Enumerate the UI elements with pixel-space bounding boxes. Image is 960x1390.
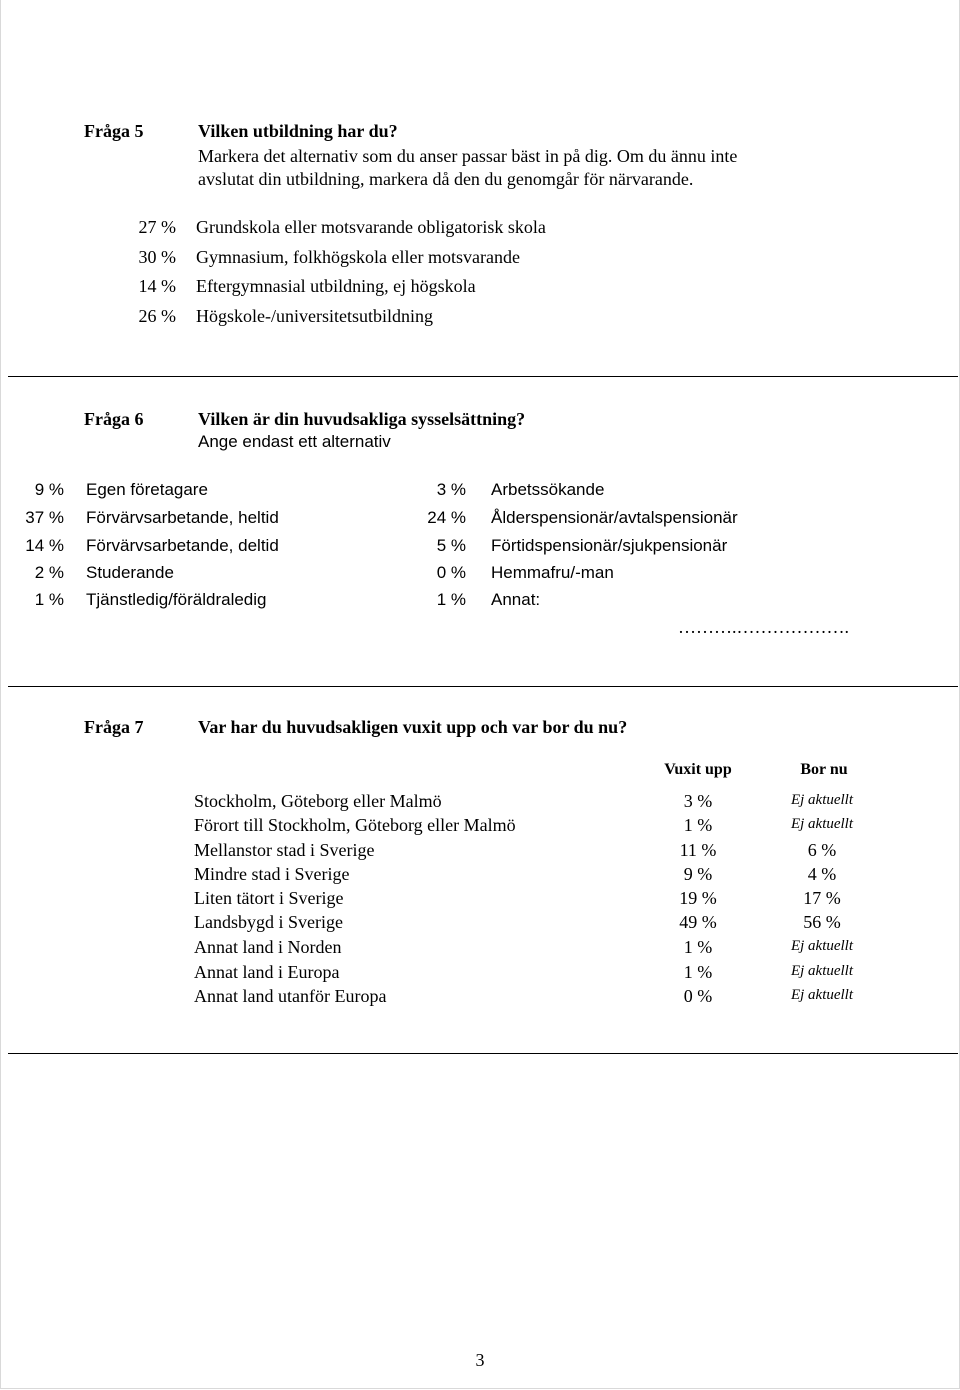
q6-option-pct: 24 % xyxy=(427,508,466,527)
section-divider xyxy=(8,1053,958,1054)
q6-option-text: Ålderspensionär/avtalspensionär xyxy=(491,508,738,527)
q7-row-grew-up: 9 % xyxy=(683,864,713,884)
q5-instruction-line1: Markera det alternativ som du anser passar bäst in på dig. Om du ännu inte xyxy=(198,146,738,166)
q5-option-text: Grundskola eller motsvarande obligatorisk skola xyxy=(196,217,546,237)
q6-option-pct: 5 % xyxy=(436,536,466,555)
q5-option-pct: 14 % xyxy=(138,276,176,296)
q7-col-header-live-now: Bor nu xyxy=(800,761,848,778)
q5-option-pct: 27 % xyxy=(138,217,176,237)
q6-instruction: Ange endast ett alternativ xyxy=(198,432,391,451)
q6-other-fill-line: ……….………………. xyxy=(678,617,849,637)
q7-row-grew-up: 0 % xyxy=(683,986,713,1006)
q7-row-grew-up: 3 % xyxy=(683,791,713,811)
q7-row-live-now: Ej aktuellt xyxy=(790,987,854,1003)
q7-row-live-now: Ej aktuellt xyxy=(790,792,854,808)
q6-option-pct: 9 % xyxy=(34,480,64,499)
q7-row-place: Förort till Stockholm, Göteborg eller Malmö xyxy=(194,815,516,835)
q7-row-place: Annat land i Norden xyxy=(194,937,342,957)
q5-option-text: Högskole-/universitetsutbildning xyxy=(196,306,433,326)
q6-label: Fråga 6 xyxy=(84,409,144,429)
q6-option-text: Förvärvsarbetande, heltid xyxy=(86,508,279,527)
q7-row-grew-up: 19 % xyxy=(679,888,717,908)
q7-col-header-grew-up: Vuxit upp xyxy=(664,761,732,778)
q5-option-text: Gymnasium, folkhögskola eller motsvarande xyxy=(196,247,520,267)
q7-row-grew-up: 1 % xyxy=(683,962,713,982)
q7-row-live-now: 4 % xyxy=(807,864,837,884)
q5-instruction-line2: avslutat din utbildning, markera då den du genomgår för närvarande. xyxy=(198,169,694,189)
q7-row-live-now: Ej aktuellt xyxy=(790,938,854,954)
q6-option-pct: 1 % xyxy=(34,590,64,609)
q6-option-pct: 0 % xyxy=(436,563,466,582)
q6-option-text: Arbetssökande xyxy=(491,480,605,499)
q6-option-text: Annat: xyxy=(491,590,541,609)
q5-label: Fråga 5 xyxy=(84,121,144,141)
q5-option-pct: 30 % xyxy=(138,247,176,267)
q6-option-text: Egen företagare xyxy=(86,480,208,499)
q7-row-grew-up: 11 % xyxy=(679,840,717,860)
q5-title: Vilken utbildning har du? xyxy=(198,121,398,141)
q5-option-pct: 26 % xyxy=(138,306,176,326)
q6-option-pct: 37 % xyxy=(25,508,64,527)
page-number: 3 xyxy=(475,1350,485,1370)
q6-option-text: Förtidspensionär/sjukpensionär xyxy=(491,536,728,555)
q7-row-place: Stockholm, Göteborg eller Malmö xyxy=(194,791,442,811)
q7-row-place: Mellanstor stad i Sverige xyxy=(194,840,375,860)
q7-row-live-now: 6 % xyxy=(807,840,837,860)
q7-row-place: Landsbygd i Sverige xyxy=(194,912,343,932)
q7-row-grew-up: 1 % xyxy=(683,937,713,957)
q7-title: Var har du huvudsakligen vuxit upp och var bor du nu? xyxy=(198,717,628,737)
q6-option-pct: 3 % xyxy=(436,480,466,499)
q7-row-live-now: Ej aktuellt xyxy=(790,963,854,979)
q6-option-text: Hemmafru/-man xyxy=(491,563,614,582)
q6-option-text: Tjänstledig/föräldraledig xyxy=(86,590,267,609)
q6-title: Vilken är din huvudsakliga sysselsättning? xyxy=(198,409,526,429)
q7-row-grew-up: 1 % xyxy=(683,815,713,835)
q7-row-place: Annat land i Europa xyxy=(194,962,340,982)
q7-label: Fråga 7 xyxy=(84,717,144,737)
q6-option-text: Studerande xyxy=(86,563,174,582)
q6-option-pct: 1 % xyxy=(436,590,466,609)
section-divider xyxy=(8,686,958,687)
q6-option-pct: 2 % xyxy=(34,563,64,582)
q7-row-grew-up: 49 % xyxy=(679,912,717,932)
q6-option-pct: 14 % xyxy=(25,536,64,555)
q5-option-text: Eftergymnasial utbildning, ej högskola xyxy=(196,276,476,296)
section-divider xyxy=(8,376,958,377)
q7-row-place: Liten tätort i Sverige xyxy=(194,888,344,908)
q7-row-live-now: 56 % xyxy=(803,912,841,932)
q7-row-place: Mindre stad i Sverige xyxy=(194,864,350,884)
q6-option-text: Förvärvsarbetande, deltid xyxy=(86,536,279,555)
q7-row-place: Annat land utanför Europa xyxy=(194,986,387,1006)
q7-row-live-now: Ej aktuellt xyxy=(790,816,854,832)
q7-row-live-now: 17 % xyxy=(803,888,841,908)
